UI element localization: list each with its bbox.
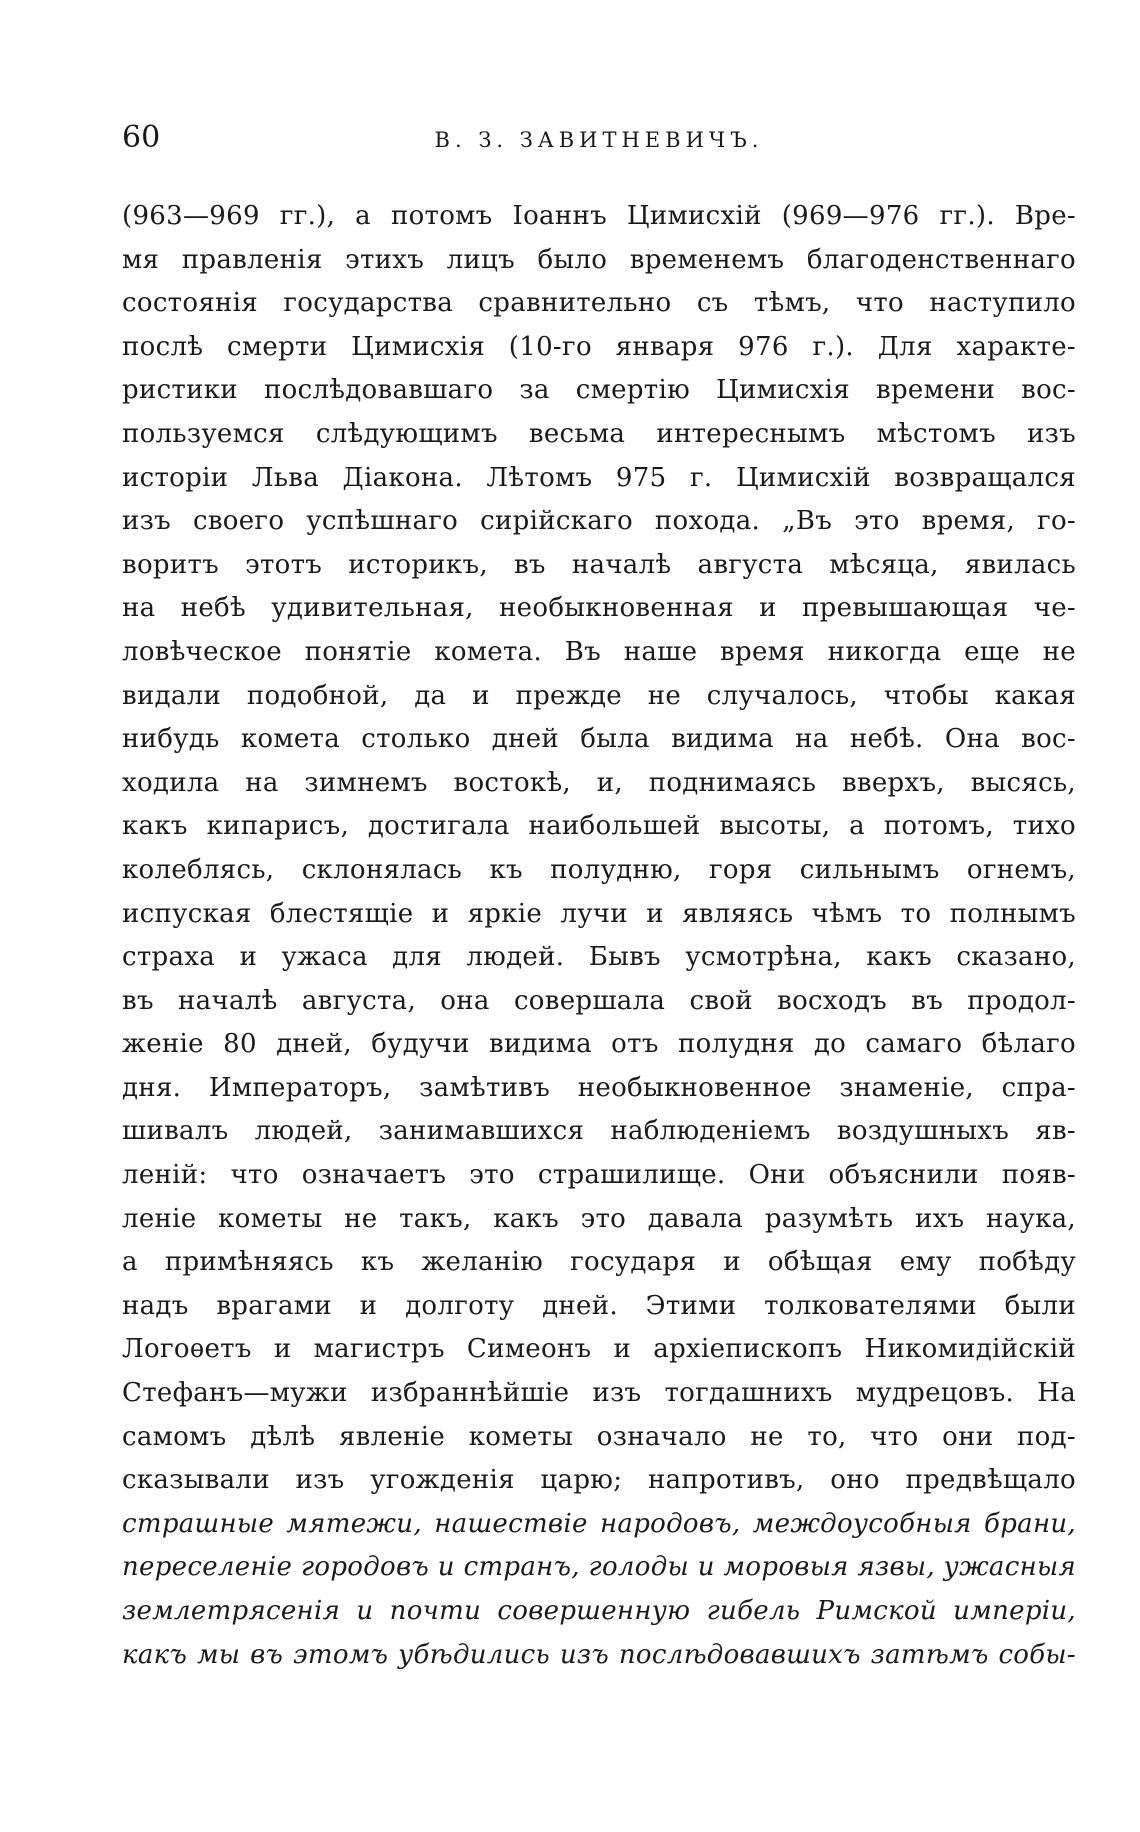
text-line: исторіи Льва Діакона. Лѣтомъ 975 г. Цимисхій возвращался	[122, 462, 1076, 493]
text-line: дня. Императоръ, замѣтивъ необыкновенное знаменіе, спра-	[122, 1072, 1076, 1103]
text-line: колеблясь, склонялась къ полудню, горя сильнымъ огнемъ,	[122, 854, 1076, 885]
running-head: В. З. ЗАВИТНЕВИЧЪ.	[434, 128, 764, 152]
text-line: шивалъ людей, занимавшихся наблюденіемъ воздушныхъ яв-	[122, 1116, 1076, 1147]
text-line: (963—969 гг.), а потомъ Іоаннъ Цимисхій (969—976 гг.). Вре-	[122, 201, 1076, 231]
text-line: нибудь комета столько дней была видима на небѣ. Она вос-	[122, 724, 1076, 755]
text-line: какъ кипарисъ, достигала наибольшей высоты, а потомъ, тихо	[122, 811, 1076, 842]
text-line: леній: что означаетъ это страшилище. Они объяснили появ-	[122, 1160, 1076, 1191]
text-line: на небѣ удивительная, необыкновенная и превышающая че-	[122, 593, 1076, 624]
text-line: послѣ смерти Цимисхія (10-го января 976 г.). Для характе-	[122, 331, 1076, 362]
text-line: женіе 80 дней, будучи видима отъ полудня до самаго бѣлаго	[122, 1029, 1076, 1060]
text-line: Стефанъ—мужи избраннѣйшіе изъ тогдашнихъ мудрецовъ. На	[122, 1378, 1076, 1409]
text-line: ходила на зимнемъ востокѣ, и, поднимаясь вверхъ, высясь,	[122, 767, 1076, 798]
text-line: мя правленія этихъ лицъ было временемъ благоденственнаго	[122, 244, 1076, 275]
text-line: въ началѣ августа, она совершала свой восходъ въ продол-	[122, 985, 1076, 1016]
text-line: изъ своего успѣшнаго сирійскаго похода. „Въ это время, го-	[122, 506, 1076, 537]
text-line: ристики послѣдовавшаго за смертію Цимисхія времени вос-	[122, 375, 1076, 406]
page-header	[122, 118, 1076, 158]
text-line: самомъ дѣлѣ явленіе кометы означало не то, что они под-	[122, 1421, 1076, 1452]
text-line: воритъ этотъ историкъ, въ началѣ августа мѣсяца, явилась	[122, 549, 1076, 580]
text-line: Логоѳетъ и магистръ Симеонъ и архіепископъ Никомидійскій	[122, 1334, 1076, 1365]
text-line: испуская блестящіе и яркіе лучи и являясь чѣмъ то полнымъ	[122, 898, 1076, 929]
body-text	[122, 195, 1076, 1677]
text-line: ловѣческое понятіе комета. Въ наше время никогда еще не	[122, 636, 1076, 667]
text-line: состоянія государства сравнительно съ тѣмъ, что наступило	[122, 288, 1076, 319]
page-number: 60	[122, 120, 161, 155]
text-line: а примѣняясь къ желанію государя и обѣщая ему побѣду	[122, 1247, 1076, 1278]
text-line: страха и ужаса для людей. Бывъ усмотрѣна, какъ сказано,	[122, 942, 1076, 973]
text-line: видали подобной, да и прежде не случалось, чтобы какая	[122, 680, 1076, 711]
text-line: сказывали изъ угожденія царю; напротивъ, оно предвѣщало	[122, 1465, 1076, 1496]
italic-text-line: страшные мятежи, нашествіе народовъ, междоусобныя брани,	[122, 1508, 1076, 1539]
text-line: надъ врагами и долготу дней. Этими толкователями были	[122, 1290, 1076, 1321]
italic-text-line: какъ мы въ этомъ убѣдились изъ послѣдовавшихъ затѣмъ собы-	[122, 1639, 1076, 1670]
italic-text-line: переселеніе городовъ и странъ, голоды и моровыя язвы, ужасныя	[122, 1552, 1076, 1583]
text-line: пользуемся слѣдующимъ весьма интереснымъ мѣстомъ изъ	[122, 418, 1076, 449]
italic-text-line: землетрясенія и почти совершенную гибель Римской имперіи,	[122, 1596, 1076, 1626]
text-line: леніе кометы не такъ, какъ это давала разумѣть ихъ наука,	[122, 1203, 1076, 1234]
